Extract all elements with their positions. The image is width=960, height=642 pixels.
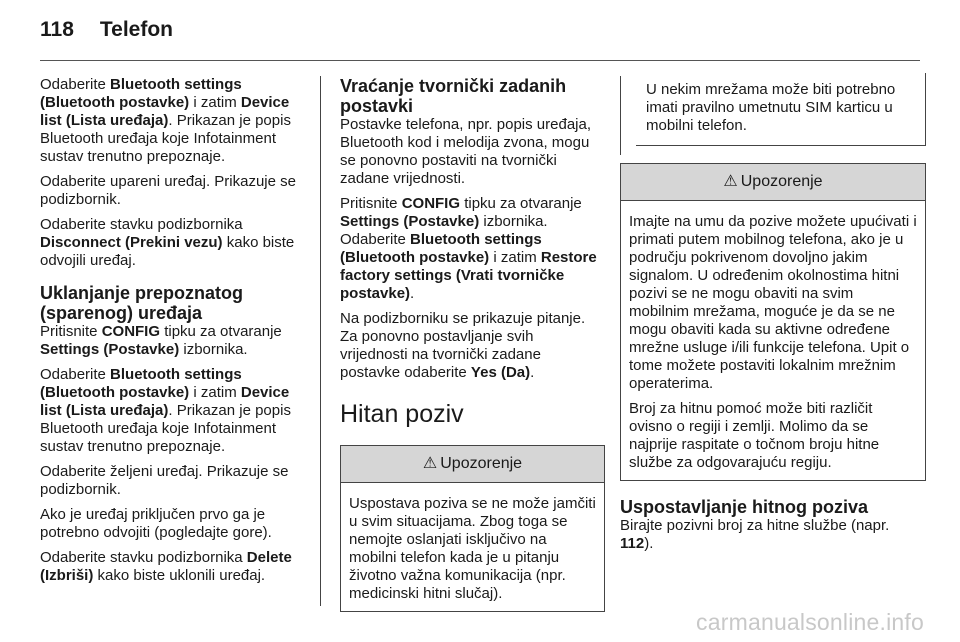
page-title: Telefon: [99, 18, 174, 41]
column-divider-1: [320, 76, 321, 606]
column-2: [340, 76, 605, 612]
paragraph: Postavke telefona, npr. popis uređaja, Bluetooth kod i melodija zvona, mogu se ponovno postaviti na tvornički zadane vrijednosti.: [340, 116, 592, 187]
header-rule: [40, 60, 920, 61]
section-heading-make-emergency-call: Uspostavljanje hitnog poziva: [620, 497, 869, 517]
warning-triangle-icon: ⚠: [723, 173, 738, 190]
warning-body: Uspostava poziva se ne može jamčiti u svim situacijama. Zbog toga se nemojte oslanjati isključivo na mobilni telefon kada je u pitanju životno važna komunikacija (npr. medicinski hitni slučaj).: [349, 495, 596, 602]
column-divider-2: [620, 76, 621, 155]
warning-header: ⚠ Upozorenje: [341, 446, 604, 483]
page-header: [40, 18, 173, 42]
paragraph: Odaberite stavku podizbornika Delete (Izbriši) kako biste uklonili uređaj.: [40, 549, 292, 584]
section-heading-factory-reset: Vraćanje tvornički zadanih postavki: [340, 76, 567, 116]
column-3: [620, 76, 926, 560]
warning-box: [620, 163, 926, 481]
column-1: [40, 76, 306, 592]
warning-box: [340, 445, 605, 612]
paragraph: Imajte na umu da pozive možete upućivati i primati putem mobilnog telefona, ako je u području pokrivenom dovoljno jakim signalom. U određenim okolnostima hitni pozivi se ne mogu obaviti na svim mobilnim mrežama, moguće je da se ne mogu obaviti kada su aktivne određene mrežne usluge i/ili funkcije telefona. Upit o tome možete postaviti lokalnim mrežnim operaterima.: [629, 213, 917, 392]
watermark: carmanualsonline.info: [696, 609, 924, 635]
paragraph: Odaberite Bluetooth settings (Bluetooth postavke) i zatim Device list (Lista uređaja). Prikazan je popis Bluetooth uređaja koje Infotainment sustav trenutno prepoznaje.: [40, 366, 291, 455]
paragraph: Odaberite željeni uređaj. Prikazuje se podizbornik.: [40, 463, 289, 498]
paragraph: Odaberite upareni uređaj. Prikazuje se podizbornik.: [40, 173, 296, 208]
paragraph: Odaberite stavku podizbornika Disconnect (Prekini vezu) kako biste odvojili uređaj.: [40, 216, 295, 269]
paragraph: Na podizborniku se prikazuje pitanje. Za ponovno postavljanje svih vrijednosti na tvornički zadane postavke odaberite Yes (Da).: [340, 310, 586, 381]
paragraph: Ako je uređaj priključen prvo ga je potrebno odvojiti (pogledajte gore).: [40, 506, 272, 541]
paragraph: Broj za hitnu pomoć može biti različit ovisno o regiji i zemlji. Molimo da se najprije raspitate o točnom broju hitne službe za odgovarajuću regiju.: [629, 400, 880, 471]
paragraph: Pritisnite CONFIG tipku za otvaranje Settings (Postavke) izbornika. Odaberite Bluetooth settings (Bluetooth postavke) i zatim Restore factory settings (Vrati tvorničke postavke).: [340, 195, 597, 302]
section-heading-emergency-call: Hitan poziv: [340, 400, 464, 428]
paragraph: Birajte pozivni broj za hitne službe (napr. 112).: [620, 517, 890, 552]
warning-header: ⚠ Upozorenje: [621, 164, 925, 201]
warning-triangle-icon: ⚠: [422, 455, 438, 472]
note-box: U nekim mrežama može biti potrebno imati pravilno umetnutu SIM karticu u mobilni telefon.: [636, 73, 926, 146]
paragraph: Pritisnite CONFIG tipku za otvaranje Settings (Postavke) izbornika.: [40, 323, 282, 358]
section-heading-remove-device: Uklanjanje prepoznatog (sparenog) uređaja: [40, 283, 244, 323]
warning-body: [621, 201, 925, 480]
page-number: 118: [40, 18, 74, 41]
paragraph: Odaberite Bluetooth settings (Bluetooth postavke) i zatim Device list (Lista uređaja). Prikazan je popis Bluetooth uređaja koje Infotainment sustav trenutno prepoznaje.: [40, 76, 291, 165]
